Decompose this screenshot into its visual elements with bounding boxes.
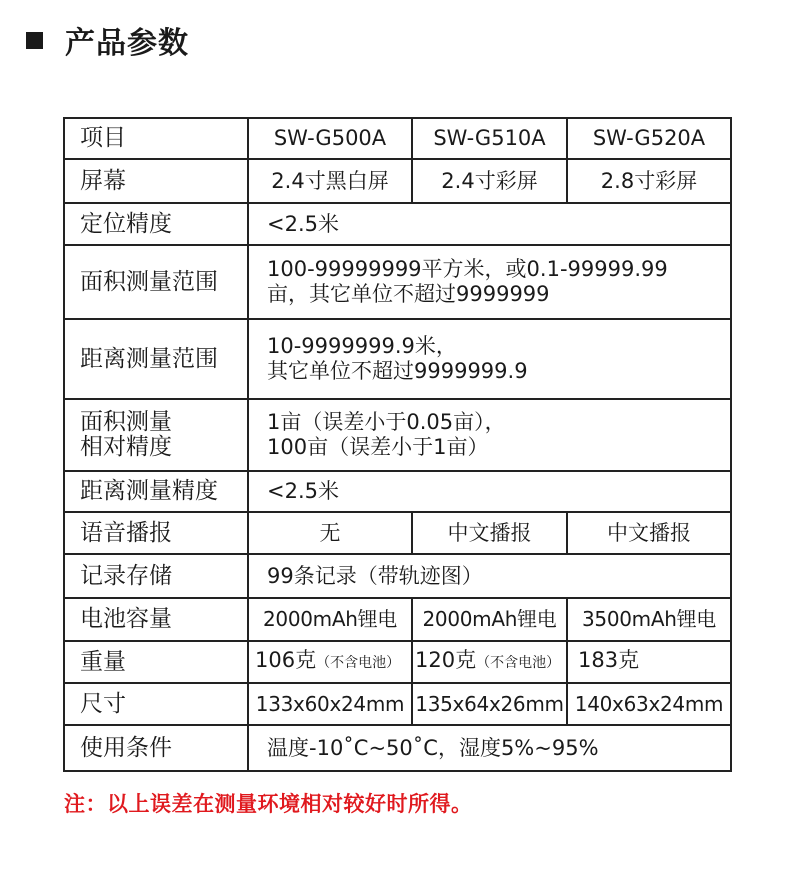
cell-value: <2.5米 <box>248 471 731 512</box>
cell-value <box>567 641 731 683</box>
table-row-size <box>64 683 731 725</box>
cell-value: 2.4寸黑白屏 <box>248 159 412 203</box>
weight-value: 120克 <box>415 648 477 672</box>
value-line: 其它单位不超过9999999.9 <box>267 359 528 383</box>
value-line: 10-9999999.9米， <box>267 334 457 358</box>
table-row-distance-accuracy <box>64 471 731 512</box>
cell-value <box>248 245 731 319</box>
cell-value: 2.4寸彩屏 <box>412 159 567 203</box>
row-label: 记录存储 <box>64 554 248 598</box>
model-name: SW-G500A <box>248 118 412 159</box>
square-bullet-icon <box>26 32 43 49</box>
cell-value: 中文播报 <box>412 512 567 554</box>
row-label <box>64 399 248 471</box>
cell-value: 无 <box>248 512 412 554</box>
section-heading <box>26 18 189 62</box>
value-line: 1亩（误差小于0.05亩）， <box>267 410 506 434</box>
cell-value: 2000mAh锂电 <box>412 598 567 641</box>
table-row-area-accuracy <box>64 399 731 471</box>
cell-value <box>248 399 731 471</box>
label-line: 面积测量 <box>80 409 172 435</box>
row-label: 定位精度 <box>64 203 248 245</box>
header-label: 项目 <box>64 118 248 159</box>
cell-value <box>412 641 567 683</box>
row-label: 重量 <box>64 641 248 683</box>
cell-value: 2.8寸彩屏 <box>567 159 731 203</box>
table-row-conditions <box>64 725 731 771</box>
table-row-positioning <box>64 203 731 245</box>
cell-value: 温度-10˚C~50˚C，湿度5%~95% <box>248 725 731 771</box>
row-label: 面积测量范围 <box>64 245 248 319</box>
weight-value: 183克 <box>578 648 640 672</box>
cell-value: 135x64x26mm <box>412 683 567 725</box>
value-line: 100亩（误差小于1亩） <box>267 435 489 459</box>
row-label: 屏幕 <box>64 159 248 203</box>
row-label: 尺寸 <box>64 683 248 725</box>
spec-table <box>63 117 732 772</box>
table-row-area-range <box>64 245 731 319</box>
row-label: 使用条件 <box>64 725 248 771</box>
cell-value <box>248 641 412 683</box>
table-row-battery <box>64 598 731 641</box>
cell-value: 2000mAh锂电 <box>248 598 412 641</box>
weight-note: （不含电池） <box>476 655 561 671</box>
row-label: 电池容量 <box>64 598 248 641</box>
cell-value: 140x63x24mm <box>567 683 731 725</box>
cell-value: 3500mAh锂电 <box>567 598 731 641</box>
table-row-voice <box>64 512 731 554</box>
weight-note: （不含电池） <box>316 655 401 671</box>
footnote: 注：以上误差在测量环境相对较好时所得。 <box>64 792 473 816</box>
model-name: SW-G510A <box>412 118 567 159</box>
table-row-screen <box>64 159 731 203</box>
cell-value <box>248 319 731 399</box>
table-row-header <box>64 118 731 159</box>
table-row-distance-range <box>64 319 731 399</box>
cell-value: 99条记录（带轨迹图） <box>248 554 731 598</box>
value-line: 亩，其它单位不超过9999999 <box>267 282 550 306</box>
section-title: 产品参数 <box>65 26 189 61</box>
row-label: 语音播报 <box>64 512 248 554</box>
model-name: SW-G520A <box>567 118 731 159</box>
row-label: 距离测量精度 <box>64 471 248 512</box>
row-label: 距离测量范围 <box>64 319 248 399</box>
label-line: 相对精度 <box>80 434 172 460</box>
cell-value: <2.5米 <box>248 203 731 245</box>
value-line: 100-99999999平方米，或0.1-99999.99 <box>267 257 668 281</box>
table-row-storage <box>64 554 731 598</box>
cell-value: 中文播报 <box>567 512 731 554</box>
cell-value: 133x60x24mm <box>248 683 412 725</box>
weight-value: 106克 <box>255 648 317 672</box>
table-row-weight <box>64 641 731 683</box>
